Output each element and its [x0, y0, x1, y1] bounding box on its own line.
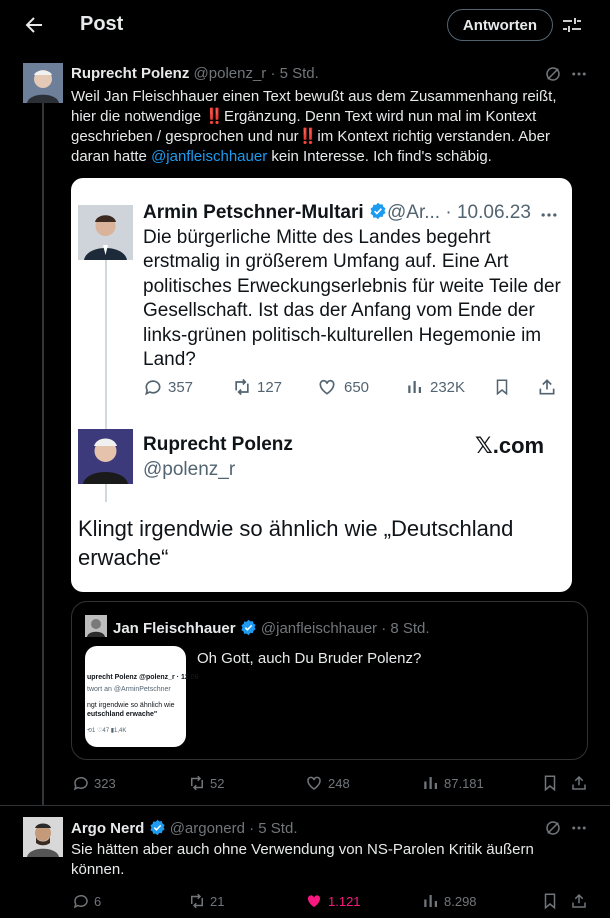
views-count: 8.298: [444, 894, 477, 909]
double-exclamation-emoji: ‼️: [205, 108, 224, 125]
reply-count: 323: [94, 776, 116, 791]
attached-image[interactable]: [71, 178, 572, 592]
views-count: 232K: [430, 379, 466, 396]
share-icon: [537, 377, 557, 397]
author-handle-time: @polenz_r · 5 Std.: [193, 65, 319, 82]
filter-settings-icon[interactable]: [560, 13, 584, 37]
tweet-text: [71, 87, 591, 167]
avatar-photo-icon: [85, 615, 107, 637]
repost-count: 127: [257, 379, 283, 396]
quoted-tweet-header: [113, 619, 430, 637]
reply-icon[interactable]: [72, 892, 90, 910]
like-count: 1.121: [328, 894, 361, 909]
reply-count: 6: [94, 894, 102, 909]
repost-icon[interactable]: [188, 892, 206, 910]
tweet-text: [71, 840, 591, 880]
bookmark-icon[interactable]: [541, 892, 559, 910]
verified-badge-icon: [240, 619, 257, 636]
tweet-text-line: hier die notwendige ‼️Ergänzung. Denn Text wird nun mal im Kontext: [71, 108, 537, 125]
x-com-logo: 𝕏.com: [475, 433, 545, 458]
grok-icon[interactable]: [544, 819, 562, 837]
embedded-reply-text: Klingt irgendwie so ähnlich wie „Deutschland erwache“: [78, 516, 514, 570]
tweet-header: [71, 65, 319, 82]
more-options-icon[interactable]: [570, 65, 588, 83]
avatar: [78, 205, 133, 260]
more-options-icon[interactable]: [570, 819, 588, 837]
repost-count: 21: [210, 894, 225, 909]
avatar-photo-icon: [23, 63, 63, 103]
quoted-image-thumbnail[interactable]: uprecht Polenz @polenz_r · 12.06 twort an @ArminPetschner ngt irgendwie so ähnlich wie eutschland erwache" ⟲1 ♡47 ▮1,4K: [85, 646, 186, 747]
like-count: 650: [344, 379, 370, 396]
like-icon[interactable]: [305, 774, 323, 792]
avatar: [78, 429, 133, 484]
quoted-author-name: Jan Fleischhauer: [113, 620, 236, 637]
avatar: [85, 615, 107, 637]
avatar-photo-icon: [23, 817, 63, 857]
avatar-photo-icon: [78, 429, 133, 484]
quoted-author-handle: @janfleischhauer · 8 Std.: [260, 620, 430, 637]
author-handle-time: @argonerd · 5 Std.: [169, 820, 298, 837]
repost-icon: [231, 377, 253, 397]
embedded-reply-handle: @polenz_r: [143, 459, 236, 480]
more-options-icon: [539, 205, 559, 225]
back-arrow-icon[interactable]: [22, 13, 46, 37]
grok-icon[interactable]: [544, 65, 562, 83]
avatar-photo-icon: [78, 205, 133, 260]
share-icon[interactable]: [570, 774, 588, 792]
avatar[interactable]: [23, 63, 63, 103]
double-exclamation-emoji: ‼️: [298, 128, 318, 145]
author-name[interactable]: Argo Nerd: [71, 820, 145, 837]
thread-connector-line: [42, 103, 44, 805]
like-icon-filled[interactable]: [305, 892, 323, 910]
tweet-text-line: Weil Jan Fleischhauer einen Text bewußt aus dem Zusammenhang reißt,: [71, 88, 557, 105]
tweet-text-line: daran hatte @janfleischhauer kein Interesse. Ich find's schäbig.: [71, 148, 492, 165]
reply-icon: [143, 377, 163, 397]
embedded-tweet-text: Die bürgerliche Mitte des Landes begehrt erstmalig in größerem Umfang auf. Eine Art politisches Erweckungserlebnis für weite Teile der Gesellschaft. Ist das der Anfang vom Ende der links-grünen politisch-kulturellen Hegemonie im Land?: [143, 227, 561, 371]
embedded-reply-author: Ruprecht Polenz: [143, 434, 293, 455]
repost-count: 52: [210, 776, 225, 791]
bookmark-icon[interactable]: [541, 774, 559, 792]
quoted-tweet[interactable]: [71, 601, 588, 760]
avatar[interactable]: [23, 817, 63, 857]
divider: [0, 805, 610, 806]
quoted-tweet-text: Oh Gott, auch Du Bruder Polenz?: [197, 650, 422, 667]
mention-link[interactable]: @janfleischhauer: [151, 148, 268, 165]
tweet-text-line: können.: [71, 861, 125, 878]
like-icon: [317, 377, 337, 397]
embedded-author-name: Armin Petschner-Multari: [143, 202, 387, 224]
like-count: 248: [328, 776, 350, 791]
tweet-header: [71, 819, 297, 837]
embedded-author-handle: @Ar... · 10.06.23: [387, 202, 531, 223]
views-icon[interactable]: [422, 774, 440, 792]
top-bar: [0, 0, 610, 50]
tweet-text-line: geschrieben / gesprochen und nur‼️im Kontext richtig verstanden. Aber: [71, 128, 550, 145]
views-count: 87.181: [444, 776, 484, 791]
repost-icon[interactable]: [188, 774, 206, 792]
reply-icon[interactable]: [72, 774, 90, 792]
page-title: Post: [80, 13, 124, 35]
tweet-text-line: Sie hätten aber auch ohne Verwendung von NS-Parolen Kritik äußern: [71, 841, 534, 858]
reply-button[interactable]: Antworten: [447, 9, 553, 41]
reply-count: 357: [168, 379, 194, 396]
verified-badge-icon: [149, 819, 166, 836]
views-icon[interactable]: [422, 892, 440, 910]
verified-badge-icon: [369, 202, 387, 220]
bookmark-icon: [493, 377, 511, 397]
views-icon: [406, 377, 424, 397]
share-icon[interactable]: [570, 892, 588, 910]
author-name[interactable]: Ruprecht Polenz: [71, 65, 190, 82]
